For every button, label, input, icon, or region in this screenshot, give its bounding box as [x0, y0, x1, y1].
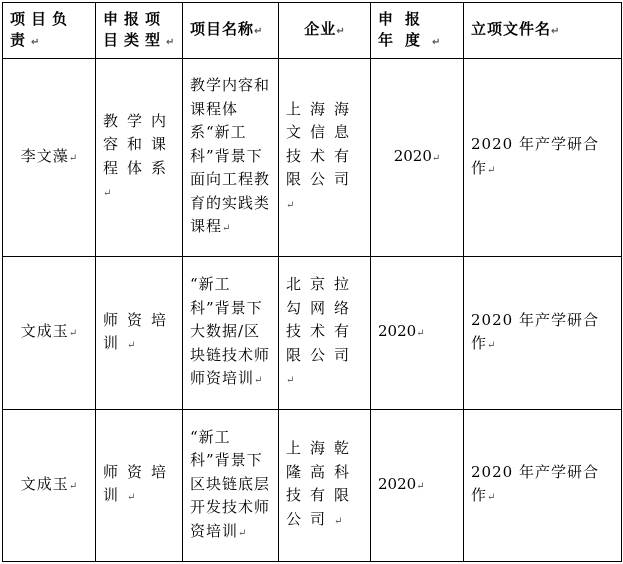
cell-type: 师资培训↵ — [96, 257, 183, 409]
cell-year: 2020↵ — [371, 257, 464, 409]
cell-company: 上海乾隆高科技有限公司↵ — [279, 409, 371, 561]
cell-doc: 2020 年产学研合作↵ — [464, 409, 622, 561]
project-table — [2, 2, 622, 562]
cell-type: 教学内容和课程体系↵ — [96, 59, 183, 257]
cell-year: 2020↵ — [371, 59, 464, 257]
cell-doc: 2020 年产学研合作↵ — [464, 257, 622, 409]
header-leader: 项目负责↵ — [3, 3, 96, 59]
cell-leader: 李文藻↵ — [3, 59, 96, 257]
header-type: 申报项目类型↵ — [96, 3, 183, 59]
cell-leader: 文成玉↵ — [3, 409, 96, 561]
cell-company: 北京拉勾网络技术有限公司↵ — [279, 257, 371, 409]
table-row — [3, 257, 622, 409]
cell-doc: 2020 年产学研合作↵ — [464, 59, 622, 257]
cell-year: 2020↵ — [371, 409, 464, 561]
header-year: 申报年度↵ — [371, 3, 464, 59]
table-row — [3, 409, 622, 561]
cell-name: “新工科”背景下大数据/区块链技术师师资培训↵ — [183, 257, 279, 409]
header-row — [3, 3, 622, 59]
header-company: 企业↵ — [279, 3, 371, 59]
cell-name: 教学内容和课程体系“新工科”背景下面向工程教育的实践类课程↵ — [183, 59, 279, 257]
cell-type: 师资培训↵ — [96, 409, 183, 561]
header-doc: 立项文件名↵ — [464, 3, 622, 59]
cell-company: 上海海文信息技术有限公司↵ — [279, 59, 371, 257]
header-name: 项目名称↵ — [183, 3, 279, 59]
table-row — [3, 59, 622, 257]
cell-leader: 文成玉↵ — [3, 257, 96, 409]
cell-name: “新工科”背景下区块链底层开发技术师资培训↵ — [183, 409, 279, 561]
